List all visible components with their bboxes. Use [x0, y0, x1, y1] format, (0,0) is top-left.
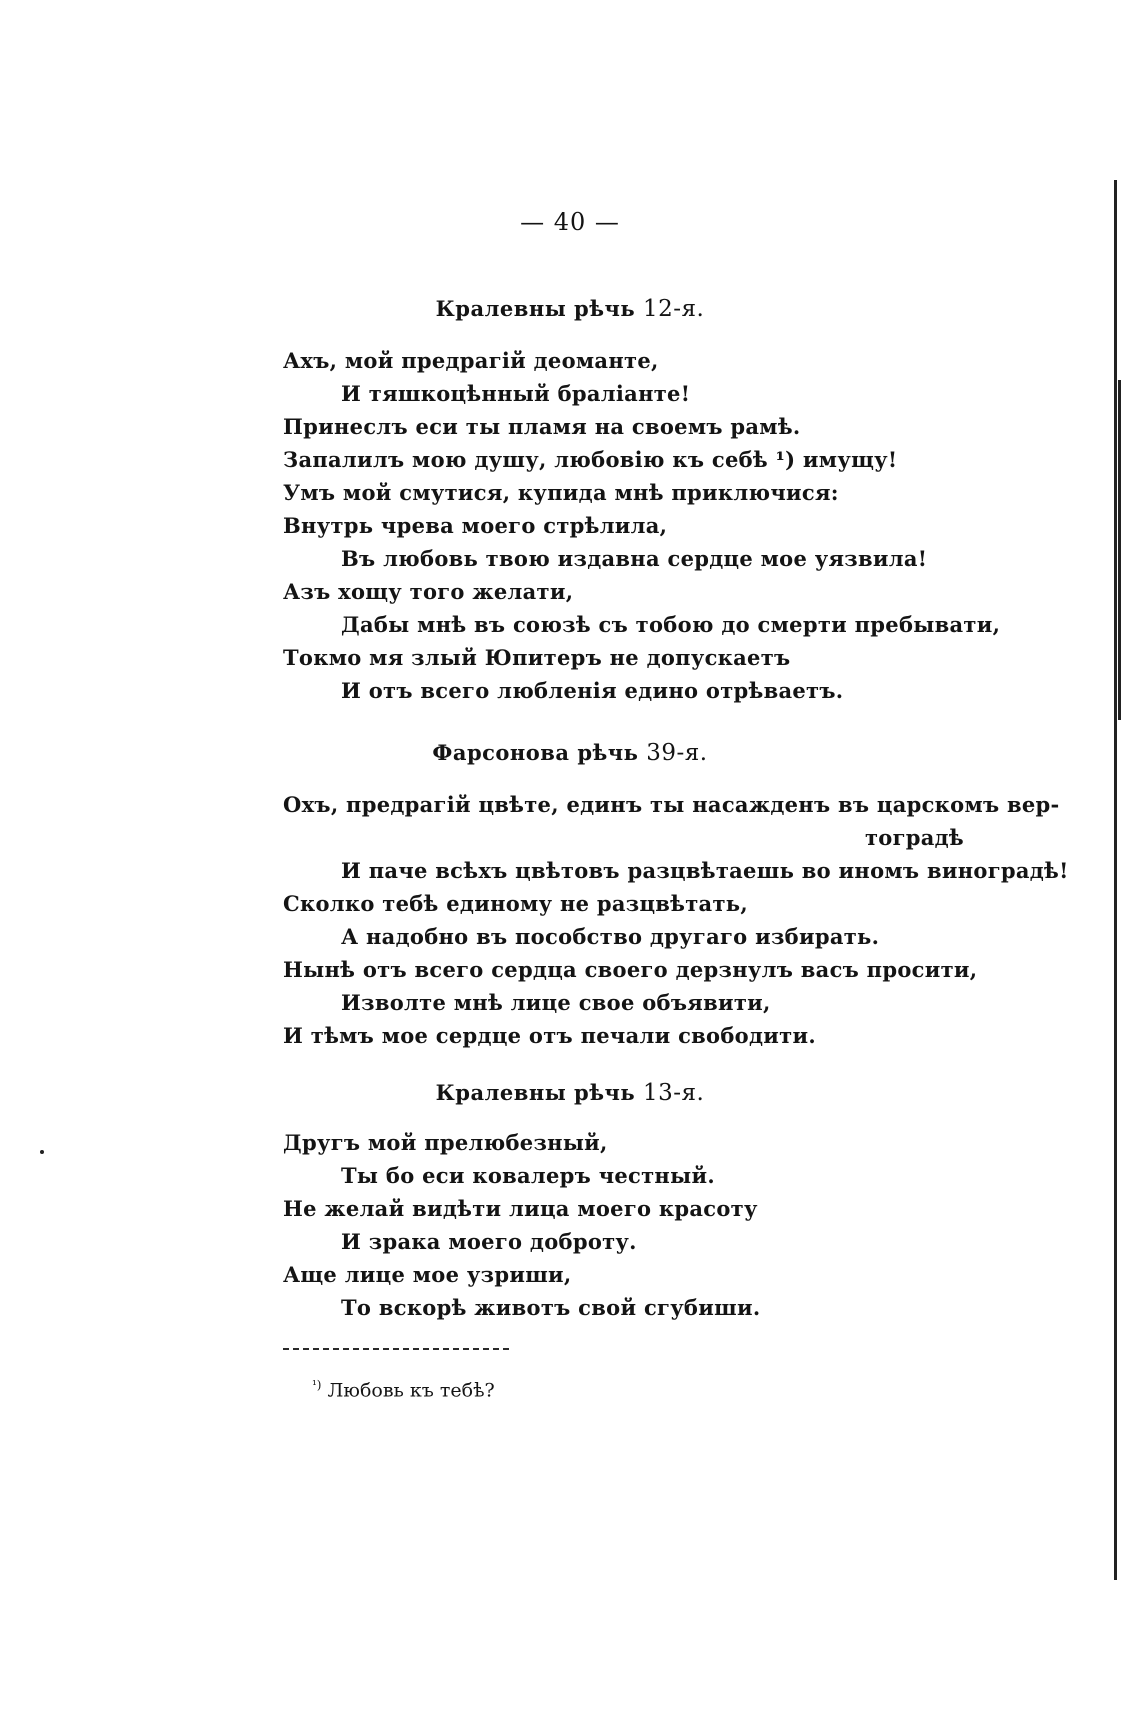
section-heading [0, 740, 1140, 766]
footnote-text: Любовь къ тебѣ? [327, 1379, 495, 1402]
verse-line: Нынѣ отъ всего сердца своего дерзнулъ васъ просити, [283, 957, 978, 982]
verse-line: И отъ всего любленія едино отрѣваетъ. [341, 678, 844, 703]
verse-line: Охъ, предрагій цвѣте, единъ ты насажденъ въ царскомъ вер- [283, 792, 1060, 817]
page-number: — 40 — [520, 208, 620, 236]
verse-line: Въ любовь твою издавна сердце мое уязвила! [341, 546, 928, 571]
verse-line: И тяшкоцѣнный браліанте! [341, 381, 691, 406]
verse-line: Другъ мой прелюбезный, [283, 1130, 608, 1155]
verse-line: Ахъ, мой предрагій деоманте, [283, 348, 659, 373]
scan-speck [40, 1150, 44, 1154]
verse-line: Изволте мнѣ лице свое объявити, [341, 990, 771, 1015]
footnote-rule [283, 1348, 509, 1350]
verse-line: Не желай видѣти лица моего красоту [283, 1196, 758, 1221]
section-heading [0, 296, 1140, 322]
heading-number: 13-я. [642, 1080, 705, 1106]
heading-number: 12-я. [642, 296, 705, 322]
verse-line: То вскорѣ животъ свой сгубиши. [341, 1295, 761, 1320]
verse-line: И зрака моего доброту. [341, 1229, 637, 1254]
verse-line: Токмо мя злый Юпитеръ не допускаетъ [283, 645, 791, 670]
verse-line: Запалилъ мою душу, любовію къ себѣ ¹) имущу! [283, 447, 898, 472]
heading-number: 39-я. [646, 740, 708, 766]
stanza [283, 344, 1001, 707]
verse-line: Азъ хощу того желати, [283, 579, 574, 604]
verse-line: Ты бо еси ковалеръ честный. [341, 1163, 715, 1188]
stanza [283, 1126, 970, 1324]
scan-edge-shadow [1118, 380, 1121, 720]
verse-line: Внутрь чрева моего стрѣлила, [283, 513, 668, 538]
heading-title: Кралевны рѣчь [435, 296, 636, 321]
heading-title: Фарсонова рѣчь [432, 740, 639, 765]
footnote [312, 1378, 495, 1401]
scan-edge-line [1114, 180, 1117, 1580]
verse-line: Аще лице мое узриши, [283, 1262, 572, 1287]
stanza [283, 788, 1069, 1052]
verse-line: Умъ мой смутися, купида мнѣ приключися: [283, 480, 839, 505]
verse-line: А надобно въ пособство другаго избирать. [341, 924, 880, 949]
heading-title: Кралевны рѣчь [435, 1080, 636, 1105]
verse-line: И тѣмъ мое сердце отъ печали свободити. [283, 1023, 816, 1048]
footnote-marker: ¹) [312, 1378, 322, 1392]
verse-line: Сколко тебѣ единому не разцвѣтать, [283, 891, 748, 916]
section-heading [0, 1080, 1140, 1106]
verse-line: И паче всѣхъ цвѣтовъ разцвѣтаешь во иномъ виноградѣ! [341, 858, 1069, 883]
verse-line: Принеслъ еси ты пламя на своемъ рамѣ. [283, 414, 801, 439]
verse-line: Дабы мнѣ въ союзѣ съ тобою до смерти пребывати, [341, 612, 1001, 637]
verse-line: тоградѣ [864, 825, 964, 850]
